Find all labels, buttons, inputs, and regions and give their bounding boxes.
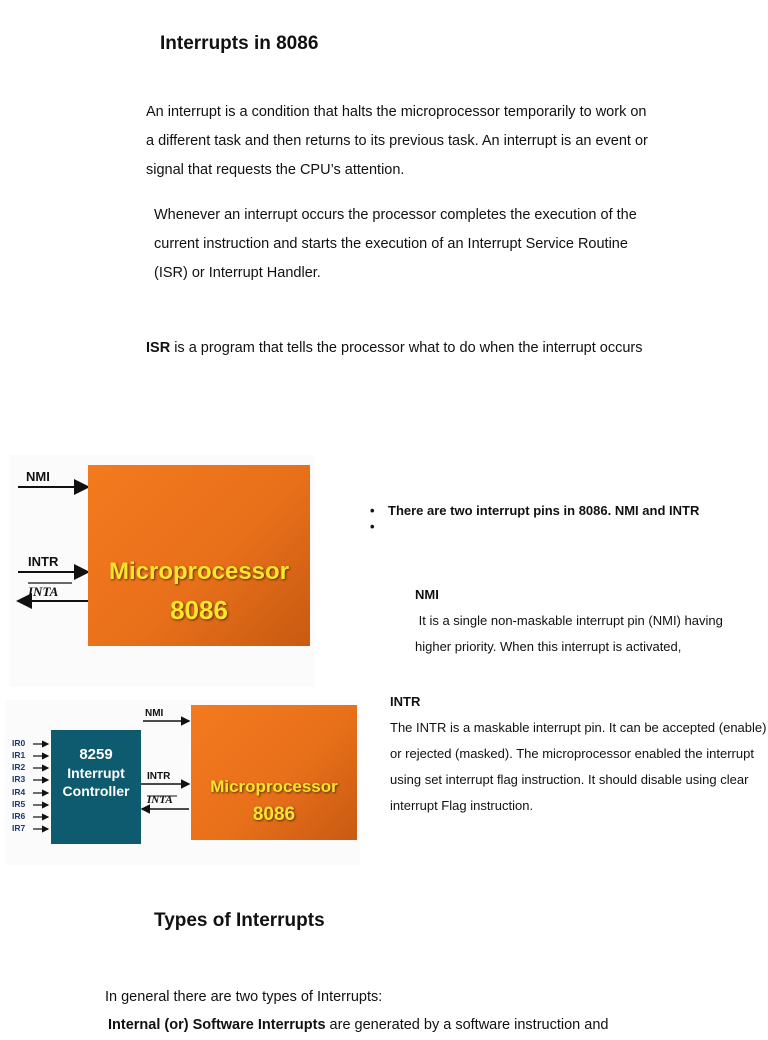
ir-label: IR0 — [12, 738, 26, 748]
intr-label: INTR — [147, 771, 171, 782]
controller-label-1: Interrupt — [67, 765, 125, 781]
ir-label: IR5 — [12, 799, 26, 809]
ir-label: IR2 — [12, 762, 26, 772]
ir-label: IR7 — [12, 823, 26, 833]
microprocessor-block — [191, 705, 357, 840]
list-item: • There are two interrupt pins in 8086. NMI and INTR — [370, 503, 700, 518]
ir-label: IR4 — [12, 787, 26, 797]
software-interrupts-text: are generated by a software instruction and — [325, 1017, 609, 1033]
list-item: • — [370, 519, 375, 534]
intro-paragraph-1 — [146, 98, 746, 185]
ir-label: IR3 — [12, 774, 26, 784]
text-line: It is a single non-maskable interrupt pin (NMI) having — [415, 613, 723, 628]
bullet-text: There are two interrupt pins in 8086. NMI and INTR — [388, 503, 700, 518]
text-line: Whenever an interrupt occurs the processor completes the execution of the — [154, 207, 637, 223]
text-line: current instruction and starts the execution of an Interrupt Service Routine — [154, 236, 628, 252]
text-line: An interrupt is a condition that halts the microprocessor temporarily to work on — [146, 104, 647, 120]
controller-label-2: Controller — [62, 783, 130, 799]
controller-8259-block — [51, 730, 141, 844]
page-title: Interrupts in 8086 — [160, 33, 319, 54]
inta-label: INTA — [147, 794, 173, 806]
types-cut-line — [108, 1011, 608, 1040]
text-line: or rejected (masked). The microprocessor enabled the interrupt — [390, 746, 754, 761]
isr-description: is a program that tells the processor what to do when the interrupt occurs — [170, 340, 643, 356]
chip-number: 8086 — [170, 595, 228, 625]
inta-label: INTA — [28, 584, 59, 599]
ir-label: IR1 — [12, 750, 26, 760]
section-heading: Types of Interrupts — [154, 910, 325, 931]
chip-name: Microprocessor — [108, 558, 290, 585]
intro-paragraph-2 — [154, 201, 754, 288]
text-line: higher priority. When this interrupt is activated, — [415, 639, 682, 654]
text-line: The INTR is a maskable interrupt pin. It can be accepted (enable) — [390, 720, 767, 735]
nmi-label: NMI — [145, 708, 164, 719]
software-interrupts-term: Internal (or) Software Interrupts — [108, 1017, 326, 1033]
intr-label: INTR — [28, 554, 59, 569]
text-line: interrupt Flag instruction. — [390, 798, 534, 813]
chip-name: Microprocessor — [210, 777, 338, 796]
pic-8259-diagram — [5, 700, 360, 865]
text-line: a different task and then returns to its previous task. An interrupt is an event or — [146, 133, 648, 149]
text-line: using set interrupt flag instruction. It should disable using clear — [390, 772, 749, 787]
nmi-heading: NMI — [415, 587, 439, 602]
types-intro: In general there are two types of Interrupts: — [105, 989, 383, 1005]
text-line: signal that requests the CPU’s attention. — [146, 162, 405, 178]
text-line: (ISR) or Interrupt Handler. — [154, 265, 321, 281]
ir-label: IR6 — [12, 811, 26, 821]
microprocessor-diagram — [10, 455, 315, 687]
isr-definition — [146, 334, 746, 363]
microprocessor-block — [88, 465, 310, 646]
nmi-description — [415, 608, 765, 660]
intr-heading: INTR — [390, 694, 421, 709]
controller-number: 8259 — [79, 746, 113, 763]
intr-description — [390, 715, 768, 819]
chip-number: 8086 — [252, 804, 296, 825]
nmi-label: NMI — [26, 469, 50, 484]
isr-term: ISR — [146, 340, 171, 356]
